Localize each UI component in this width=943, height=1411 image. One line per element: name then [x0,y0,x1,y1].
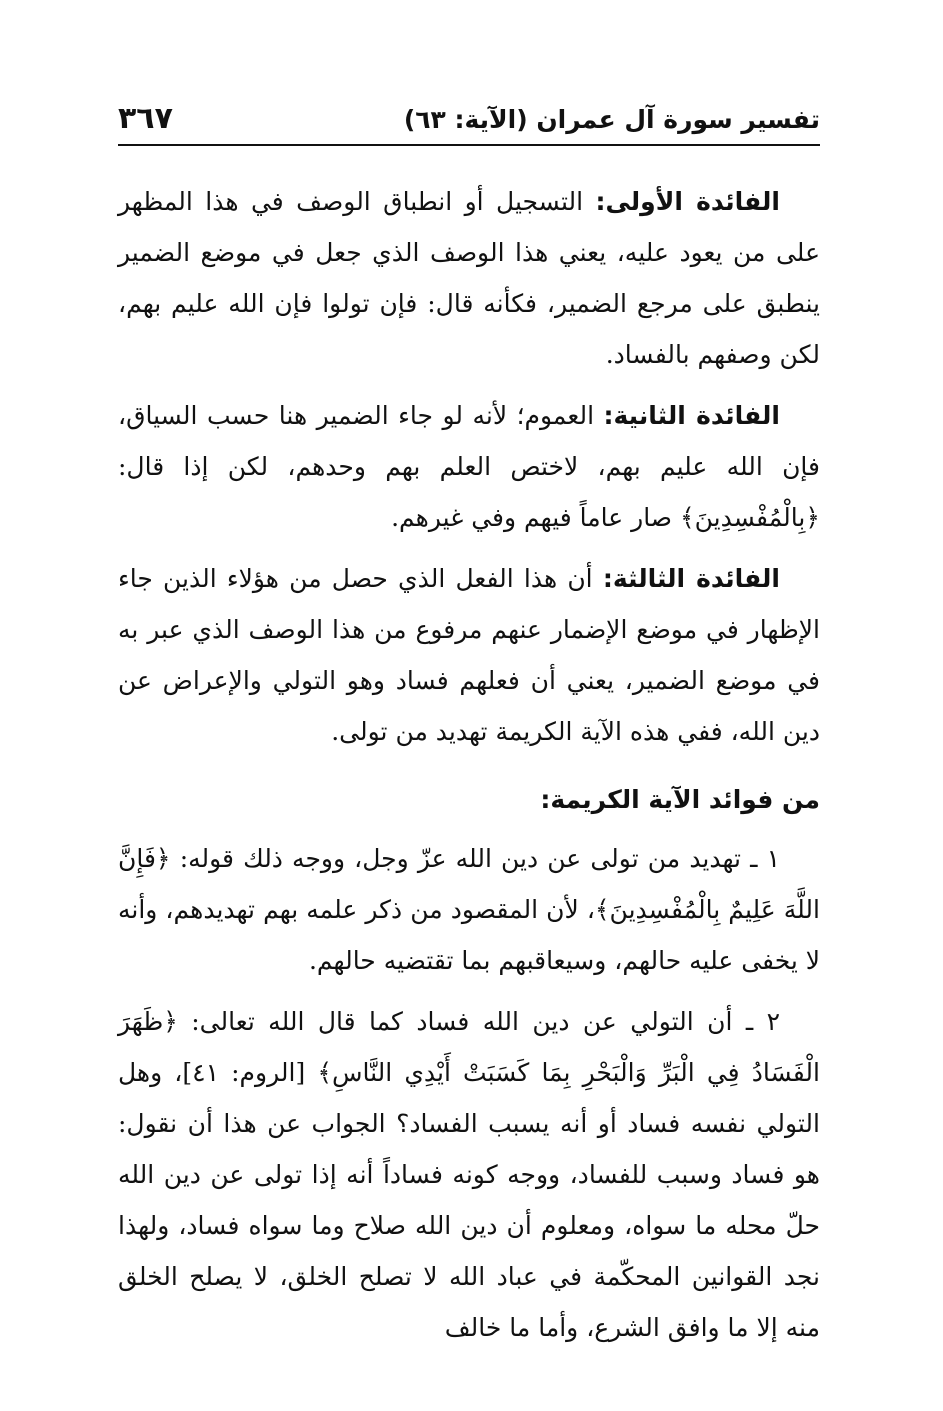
paragraph-text: العموم؛ لأنه لو جاء الضمير هنا حسب السياق، فإن الله عليم بهم، لاختص العلم بهم وحدهم، لكن إذا قال: ﴿بِالْمُفْسِدِينَ﴾ صار عاماً فيهم وفي غيرهم. [118,401,820,532]
paragraph-lead: الفائدة الثانية: [603,401,780,430]
paragraph-lead: الفائدة الأولى: [595,187,780,216]
running-title: تفسير سورة آل عمران (الآية: ٦٣) [403,105,820,134]
page-number: ٣٦٧ [118,101,173,136]
paragraph-text: التسجيل أو انطباق الوصف في هذا المظهر على من يعود عليه، يعني هذا الوصف الذي جعل في موضع الضمير ينطبق على مرجع الضمير، فكأنه قال: فإن تولوا فإن الله عليم بهم، لكن وصفهم بالفساد. [118,187,820,369]
numbered-benefit-2: ٢ ـ أن التولي عن دين الله فساد كما قال الله تعالى: ﴿ظَهَرَ الْفَسَادُ فِي الْبَرِّ وَالْبَحْرِ بِمَا كَسَبَتْ أَيْدِي النَّاسِ﴾ [الروم: ٤١]، وهل التولي نفسه فساد أو أنه يسبب الفساد؟ الجواب عن هذا أن نقول: هو فساد وسبب للفساد، ووجه كونه فساداً أنه إذا تولى عن دين الله حلّ محله ما سواه، ومعلوم أن دين الله صلاح وما سواه فساد، ولهذا نجد القوانين المحكّمة في عباد الله لا تصلح الخلق، لا يصلح الخلق منه إلا ما وافق الشرع، وأما ما خالف [118,1007,820,1342]
page-body [118,176,820,1363]
paragraph-text: أن هذا الفعل الذي حصل من هؤلاء الذين جاء الإظهار في موضع الإضمار عنهم مرفوع من هذا الوصف الذي عبر به في موضع الضمير، يعني أن فعلهم فساد وهو التولي والإعراض عن دين الله، ففي هذه الآية الكريمة تهديد من تولى. [118,564,820,746]
paragraph-lead: الفائدة الثالثة: [602,564,780,593]
benefit-paragraph-third [118,553,820,757]
section-heading: من فوائد الآية الكريمة: [540,785,820,814]
benefit-paragraph-first [118,176,820,380]
page-header [118,92,820,146]
numbered-benefit-1: ١ ـ تهديد من تولى عن دين الله عزّ وجل، ووجه ذلك قوله: ﴿فَإِنَّ اللَّهَ عَلِيمٌ بِالْمُفْسِدِينَ﴾، لأن المقصود من ذكر علمه بهم تهديدهم، وأنه لا يخفى عليه حالهم، وسيعاقبهم بما تقتضيه حالهم. [118,844,820,975]
benefit-paragraph-second [118,390,820,543]
